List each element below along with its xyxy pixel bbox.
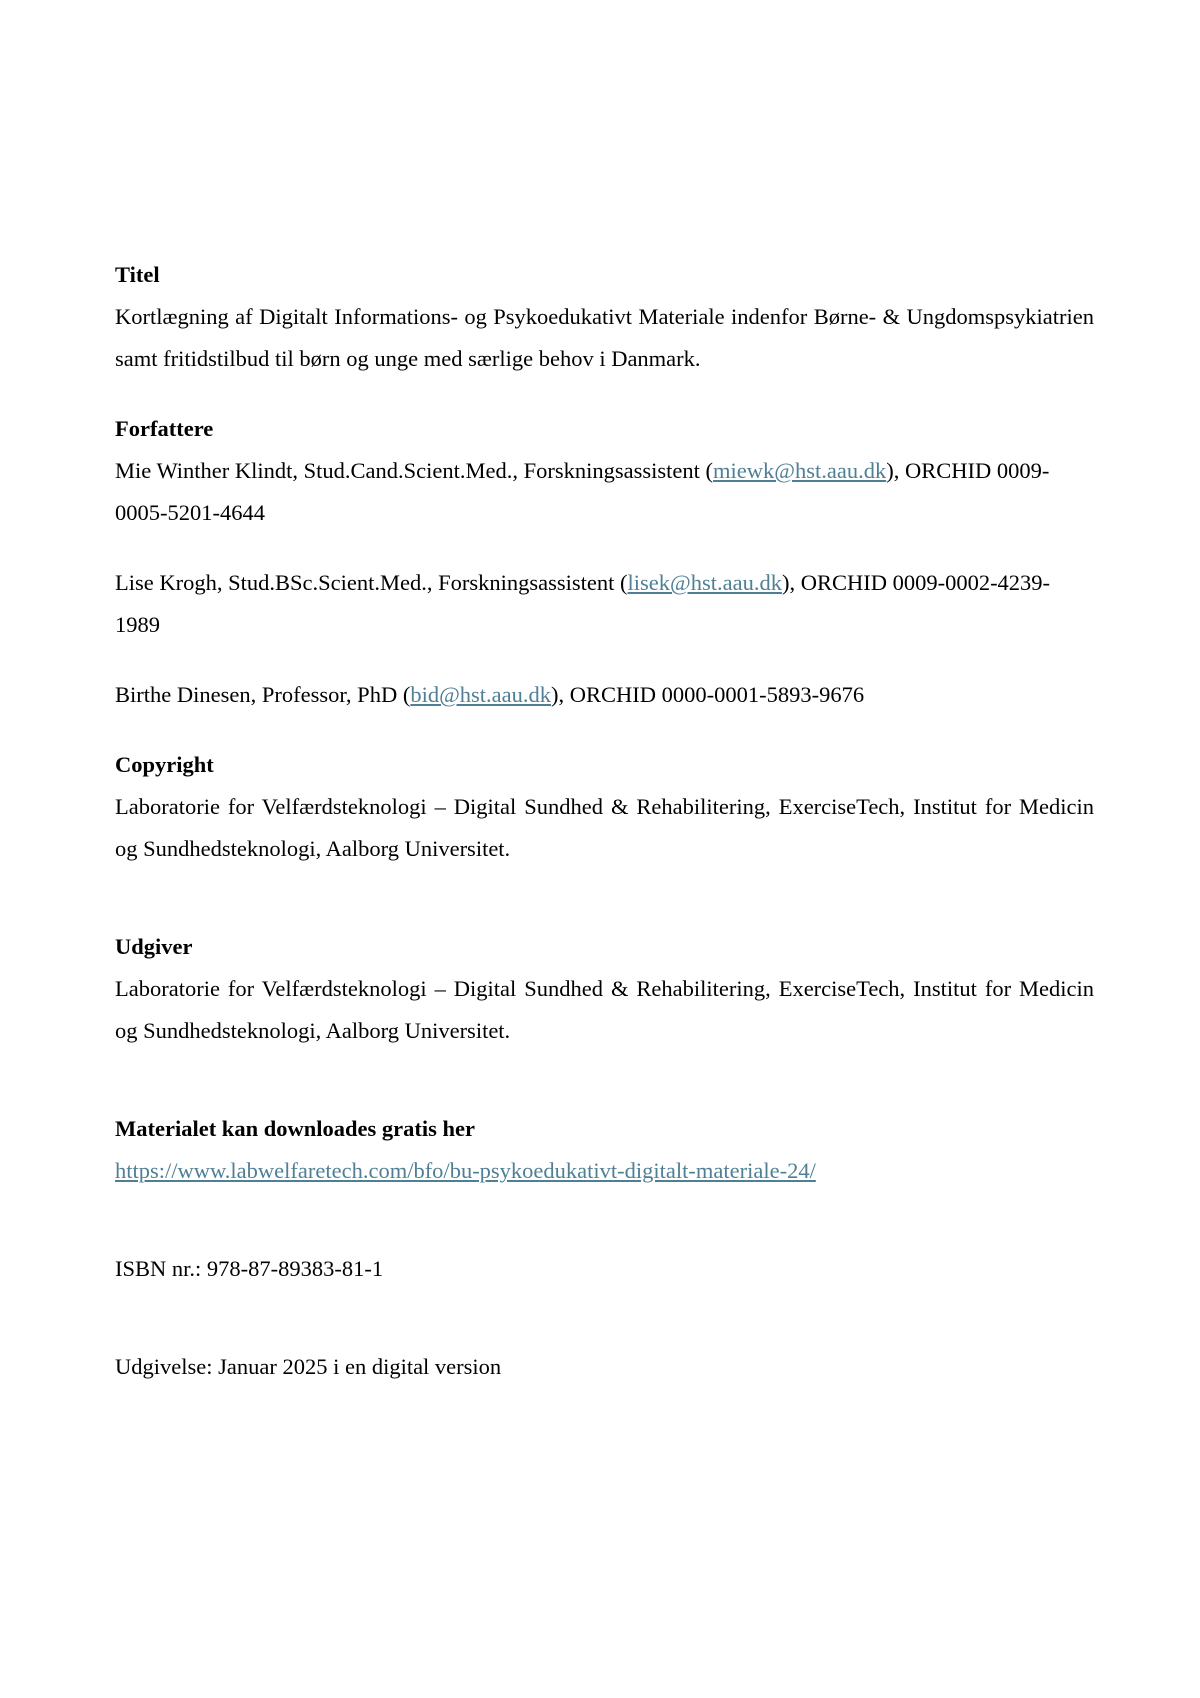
udgiver-heading: Udgiver [115,934,193,959]
forfattere-heading: Forfattere [115,416,214,441]
author-entry [115,562,1094,646]
titel-section [115,254,1094,380]
download-url-line [115,1150,1094,1192]
author-entry [115,674,1094,716]
copyright-heading: Copyright [115,752,214,777]
udgivelse-text: Udgivelse: Januar 2025 i en digital version [115,1354,502,1379]
copyright-section [115,744,1094,870]
author-email-link[interactable]: lisek@hst.aau.dk [627,570,782,595]
author-details: Mie Winther Klindt, Stud.Cand.Scient.Med., Forskningsassistent ( [115,458,714,483]
author-details: Birthe Dinesen, Professor, PhD ( [115,682,411,707]
author-orchid: ), ORCHID 0009-0002-4239-1989 [115,570,1051,637]
copyright-text: Laboratorie for Velfærdsteknologi – Digital Sundhed & Rehabilitering, ExerciseTech, Institut for Medicin og Sundhedsteknologi, Aalborg Universitet. [115,794,1094,861]
titel-heading: Titel [115,262,160,287]
author-orchid: ), ORCHID 0000-0001-5893-9676 [551,682,865,707]
colophon-content [115,254,1094,1388]
forfattere-section [115,408,1094,716]
udgiver-text: Laboratorie for Velfærdsteknologi – Digital Sundhed & Rehabilitering, ExerciseTech, Institut for Medicin og Sundhedsteknologi, Aalborg Universitet. [115,976,1094,1043]
author-email-link[interactable]: miewk@hst.aau.dk [713,458,887,483]
download-url-link[interactable]: https://www.labwelfaretech.com/bfo/bu-psykoedukativt-digitalt-materiale-24/ [115,1158,816,1183]
author-orchid: ), ORCHID 0009-0005-5201-4644 [115,458,1050,525]
download-heading: Materialet kan downloades gratis her [115,1116,475,1141]
titel-text: Kortlægning af Digitalt Informations- og Psykoedukativt Materiale indenfor Børne- & Ungdomspsykiatrien samt fritidstilbud til børn og unge med særlige behov i Danmark. [115,304,1094,371]
author-email-link[interactable]: bid@hst.aau.dk [410,682,552,707]
isbn-text: ISBN nr.: 978-87-89383-81-1 [115,1256,384,1281]
author-entry [115,450,1094,534]
download-section [115,1108,1094,1192]
udgiver-section [115,926,1094,1052]
author-details: Lise Krogh, Stud.BSc.Scient.Med., Forskningsassistent ( [115,570,628,595]
